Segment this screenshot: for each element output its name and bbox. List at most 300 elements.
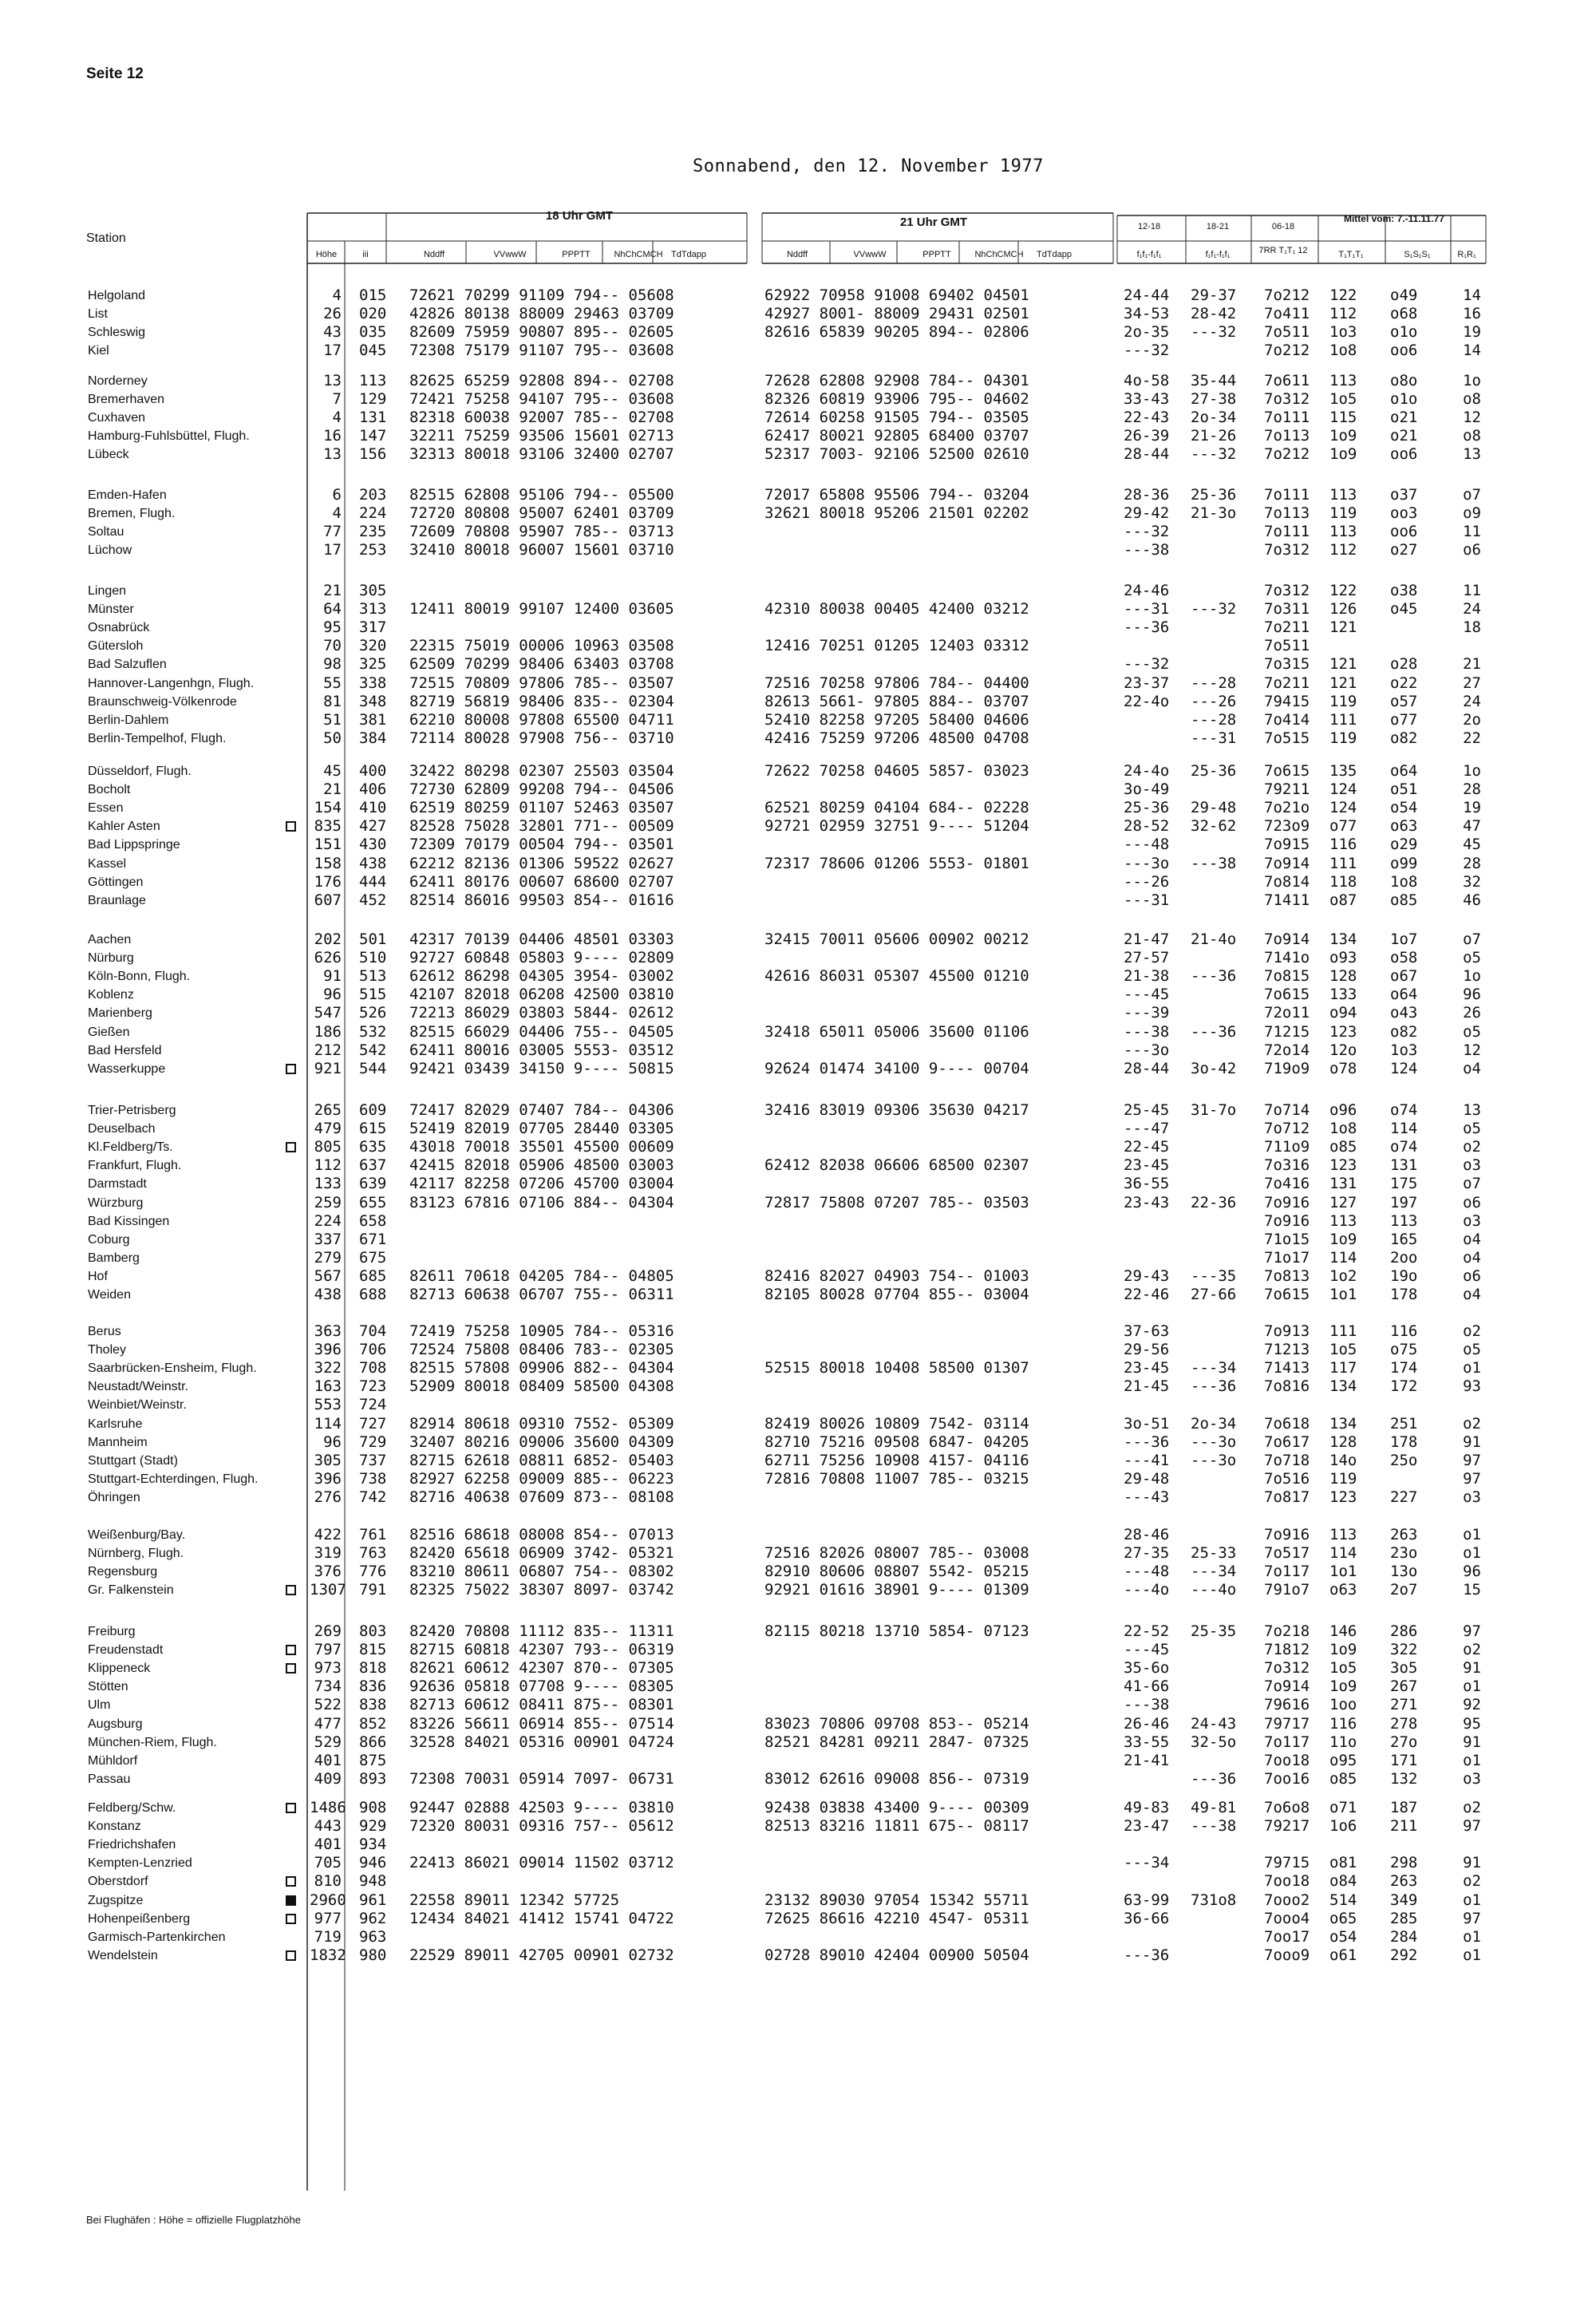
cell-r: o1 — [1463, 1678, 1481, 1695]
cell-f: 114 — [1329, 1249, 1357, 1267]
cell-a: 82713 60638 06707 755-- 06311 — [409, 1286, 674, 1303]
cell-r: o5 — [1463, 1023, 1481, 1041]
cell-g: o82 — [1390, 1023, 1418, 1041]
cell-e: 71411 — [1264, 891, 1310, 909]
cell-d: ---3o — [1191, 1452, 1237, 1469]
cell-iii: 045 — [359, 342, 387, 359]
cell-f: 126 — [1329, 600, 1357, 618]
cell-e: 7o615 — [1264, 762, 1310, 780]
cell-h: 705 — [314, 1854, 342, 1871]
cell-iii: 131 — [359, 409, 387, 426]
cell-d: 731o8 — [1191, 1891, 1237, 1909]
cell-g: o74 — [1390, 1138, 1418, 1156]
cell-f: 123 — [1329, 1488, 1357, 1506]
station-name: Trier-Petrisberg — [88, 1104, 176, 1117]
open-square-icon — [286, 1663, 296, 1674]
cell-iii: 129 — [359, 390, 387, 408]
cell-f: o95 — [1329, 1752, 1357, 1769]
station-name: Freudenstadt — [88, 1643, 164, 1657]
cell-r: o1 — [1463, 1946, 1481, 1964]
cell-g: o51 — [1390, 780, 1418, 798]
cell-iii: 815 — [359, 1641, 387, 1658]
cell-e: 7o914 — [1264, 931, 1310, 948]
cell-f: 119 — [1329, 1470, 1357, 1488]
cell-b: 92438 03838 43400 9---- 00309 — [764, 1799, 1029, 1816]
cell-a: 72320 80031 09316 757-- 05612 — [409, 1817, 674, 1835]
cell-h: 4 — [332, 409, 342, 426]
station-name: Helgoland — [88, 289, 146, 302]
cell-a: 82716 40638 07609 873-- 08108 — [409, 1488, 674, 1506]
cell-c: ---36 — [1124, 1946, 1170, 1964]
cell-iii: 948 — [359, 1872, 387, 1890]
cell-c: 23-45 — [1124, 1359, 1170, 1377]
cell-g: oo6 — [1390, 445, 1418, 463]
cell-c: 3o-51 — [1124, 1415, 1170, 1433]
cell-c: ---3o — [1124, 855, 1170, 872]
cell-a: 42826 80138 88009 29463 03709 — [409, 305, 674, 322]
cell-b: 52410 82258 97205 58400 04606 — [764, 711, 1029, 729]
station-name: Freiburg — [88, 1625, 136, 1638]
cell-f: 127 — [1329, 1194, 1357, 1211]
cell-iii: 320 — [359, 637, 387, 654]
cell-f: 111 — [1329, 711, 1357, 729]
cell-a: 62509 70299 98406 63403 03708 — [409, 655, 674, 673]
station-name: Köln-Bonn, Flugh. — [88, 970, 191, 983]
cell-g: 251 — [1390, 1415, 1418, 1433]
station-name: Berus — [88, 1325, 121, 1338]
cell-r: o2 — [1463, 1138, 1481, 1156]
cell-r: 1o — [1463, 762, 1481, 780]
cell-d: ---36 — [1191, 967, 1237, 985]
cell-a: 82927 62258 09009 885-- 06223 — [409, 1470, 674, 1488]
open-square-icon — [286, 821, 296, 832]
cell-e: 7o914 — [1264, 1678, 1310, 1695]
cell-a: 62612 86298 04305 3954- 03002 — [409, 967, 674, 985]
cell-a: 32422 80298 02307 25503 03504 — [409, 762, 674, 780]
cell-r: o3 — [1463, 1488, 1481, 1506]
cell-b: 82326 60819 93906 795-- 04602 — [764, 390, 1029, 408]
station-name: Mühldorf — [88, 1754, 138, 1768]
cell-a: 62411 80016 03005 5553- 03512 — [409, 1041, 674, 1059]
cell-e: 7o315 — [1264, 655, 1310, 673]
cell-f: 117 — [1329, 1359, 1357, 1377]
cell-r: 18 — [1463, 618, 1481, 636]
cell-f: o61 — [1329, 1946, 1357, 1964]
cell-h: 81 — [323, 693, 342, 710]
header-period-18-21: 18-21 — [1206, 222, 1230, 231]
cell-b: 82616 65839 90205 894-- 02806 — [764, 323, 1029, 341]
cell-g: o8o — [1390, 372, 1418, 389]
cell-r: o4 — [1463, 1060, 1481, 1077]
station-name: Hamburg-Fuhlsbüttel, Flugh. — [88, 429, 250, 443]
cell-g: 174 — [1390, 1359, 1418, 1377]
cell-r: 95 — [1463, 1715, 1481, 1733]
cell-f: 118 — [1329, 873, 1357, 891]
cell-a: 22558 89011 12342 57725 — [409, 1891, 620, 1909]
cell-f: 146 — [1329, 1622, 1357, 1640]
cell-g: 187 — [1390, 1799, 1418, 1816]
cell-h: 422 — [314, 1526, 342, 1543]
cell-a: 82611 70618 04205 784-- 04805 — [409, 1267, 674, 1285]
cell-e: 7o916 — [1264, 1526, 1310, 1543]
cell-b: 72625 86616 42210 4547- 05311 — [764, 1910, 1029, 1927]
cell-g: 197 — [1390, 1194, 1418, 1211]
cell-iii: 544 — [359, 1060, 387, 1077]
cell-iii: 501 — [359, 931, 387, 948]
header-21-vvwww: VVwwW — [853, 250, 887, 259]
station-name: Soltau — [88, 525, 124, 539]
station-name: Regensburg — [88, 1565, 158, 1579]
cell-iii: 791 — [359, 1581, 387, 1599]
cell-iii: 305 — [359, 582, 387, 599]
cell-f: 112 — [1329, 305, 1357, 322]
cell-g: 171 — [1390, 1752, 1418, 1769]
cell-c: 21-47 — [1124, 931, 1170, 948]
cell-c: 29-42 — [1124, 504, 1170, 522]
cell-e: 7o21o — [1264, 799, 1310, 816]
cell-r: 45 — [1463, 836, 1481, 853]
cell-iii: 818 — [359, 1659, 387, 1677]
cell-g: 124 — [1390, 1060, 1418, 1077]
cell-h: 91 — [323, 967, 342, 985]
cell-a: 82420 65618 06909 3742- 05321 — [409, 1544, 674, 1562]
cell-r: 11 — [1463, 523, 1481, 540]
cell-r: 91 — [1463, 1433, 1481, 1451]
cell-g: 227 — [1390, 1488, 1418, 1506]
cell-f: 1o2 — [1329, 1267, 1357, 1285]
cell-r: 24 — [1463, 693, 1481, 710]
station-name: Lingen — [88, 584, 127, 598]
cell-r: 97 — [1463, 1452, 1481, 1469]
cell-a: 82528 75028 32801 771-- 00509 — [409, 817, 674, 835]
header-sub-12-18: f₁f₁-f₁f₁ — [1136, 250, 1162, 259]
cell-a: 32410 80018 96007 15601 03710 — [409, 541, 674, 559]
cell-iii: 381 — [359, 711, 387, 729]
cell-a: 83123 67816 07106 884-- 04304 — [409, 1194, 674, 1211]
cell-h: 319 — [314, 1544, 342, 1562]
cell-d: ---26 — [1191, 693, 1237, 710]
cell-r: 19 — [1463, 323, 1481, 341]
cell-r: 28 — [1463, 780, 1481, 798]
cell-g: o22 — [1390, 674, 1418, 692]
cell-e: 7o916 — [1264, 1194, 1310, 1211]
cell-a: 72524 75808 08406 783-- 02305 — [409, 1341, 674, 1358]
cell-e: 71413 — [1264, 1359, 1310, 1377]
cell-c: 49-83 — [1124, 1799, 1170, 1816]
cell-d: 29-37 — [1191, 287, 1237, 304]
cell-e: 7o712 — [1264, 1120, 1310, 1137]
cell-g: 175 — [1390, 1175, 1418, 1192]
cell-a: 92421 03439 34150 9---- 50815 — [409, 1060, 674, 1077]
cell-g: o29 — [1390, 836, 1418, 853]
cell-a: 72621 70299 91109 794-- 05608 — [409, 287, 674, 304]
cell-g: 113 — [1390, 1212, 1418, 1230]
cell-h: 396 — [314, 1341, 342, 1358]
station-name: Wasserkuppe — [88, 1062, 166, 1076]
cell-c: 4o-58 — [1124, 372, 1170, 389]
cell-e: 7o615 — [1264, 986, 1310, 1003]
cell-f: 119 — [1329, 693, 1357, 710]
cell-b: 32418 65011 05006 35600 01106 — [764, 1023, 1029, 1041]
cell-d: 3o-42 — [1191, 1060, 1237, 1077]
cell-h: 154 — [314, 799, 342, 816]
cell-h: 96 — [323, 1433, 342, 1451]
header-period-06-18: 06-18 — [1271, 222, 1295, 231]
station-name: Garmisch-Partenkirchen — [88, 1930, 226, 1944]
header-sub-18-21: f₁f₁-f₁f₁ — [1205, 250, 1231, 259]
cell-g: 285 — [1390, 1910, 1418, 1927]
cell-e: 723o9 — [1264, 817, 1310, 835]
cell-iii: 639 — [359, 1175, 387, 1192]
station-name: Bad Kissingen — [88, 1215, 170, 1228]
header-sub-s: S₁S₁S₁ — [1404, 250, 1431, 259]
cell-r: o1 — [1463, 1544, 1481, 1562]
cell-r: o1 — [1463, 1359, 1481, 1377]
cell-h: 553 — [314, 1396, 342, 1413]
header-iii: iii — [362, 250, 369, 259]
cell-e: 7o817 — [1264, 1488, 1310, 1506]
cell-h: 17 — [323, 541, 342, 559]
cell-a: 82516 68618 08008 854-- 07013 — [409, 1526, 674, 1543]
cell-a: 62212 82136 01306 59522 02627 — [409, 855, 674, 872]
station-name: Mannheim — [88, 1436, 148, 1449]
cell-c: 29-43 — [1124, 1267, 1170, 1285]
cell-iii: 609 — [359, 1101, 387, 1119]
header-21-nddff: Nddff — [786, 250, 808, 259]
cell-iii: 510 — [359, 949, 387, 966]
cell-e: 7ooo2 — [1264, 1891, 1310, 1909]
cell-e: 7o117 — [1264, 1733, 1310, 1751]
cell-a: 52909 80018 08409 58500 04308 — [409, 1377, 674, 1395]
cell-d: ---38 — [1191, 1817, 1237, 1835]
cell-b: 52317 7003- 92106 52500 02610 — [764, 445, 1029, 463]
cell-b: 82710 75216 09508 6847- 04205 — [764, 1433, 1029, 1451]
cell-c: 29-48 — [1124, 1470, 1170, 1488]
cell-r: 47 — [1463, 817, 1481, 835]
cell-f: o93 — [1329, 949, 1357, 966]
cell-g: o67 — [1390, 967, 1418, 985]
cell-c: ---3o — [1124, 1041, 1170, 1059]
cell-f: 116 — [1329, 1715, 1357, 1733]
cell-e: 7o211 — [1264, 674, 1310, 692]
station-name: Cuxhaven — [88, 411, 146, 425]
cell-h: 305 — [314, 1452, 342, 1469]
open-square-icon — [286, 1803, 296, 1813]
cell-e: 7o813 — [1264, 1267, 1310, 1285]
cell-h: 4 — [332, 504, 342, 522]
cell-b: 82910 80606 08807 5542- 05215 — [764, 1563, 1029, 1580]
cell-h: 176 — [314, 873, 342, 891]
cell-iii: 532 — [359, 1023, 387, 1041]
cell-d: ---31 — [1191, 729, 1237, 747]
cell-e: 7o816 — [1264, 1377, 1310, 1395]
header-18-nhchcmch: NhChCMCH — [614, 250, 663, 259]
cell-r: o9 — [1463, 504, 1481, 522]
cell-f: 1o9 — [1329, 427, 1357, 445]
cell-e: 7o218 — [1264, 1622, 1310, 1640]
cell-iii: 688 — [359, 1286, 387, 1303]
cell-h: 443 — [314, 1817, 342, 1835]
cell-r: 2o — [1463, 711, 1481, 729]
cell-g: 172 — [1390, 1377, 1418, 1395]
cell-g: 298 — [1390, 1854, 1418, 1871]
cell-h: 835 — [314, 817, 342, 835]
cell-e: 79715 — [1264, 1854, 1310, 1871]
station-name: Hohenpeißenberg — [88, 1912, 191, 1926]
cell-g: 23o — [1390, 1544, 1418, 1562]
cell-a: 43018 70018 35501 45500 00609 — [409, 1138, 674, 1156]
station-name: Marienberg — [88, 1006, 152, 1020]
cell-h: 626 — [314, 949, 342, 966]
cell-iii: 675 — [359, 1249, 387, 1267]
cell-b: 62521 80259 04104 684-- 02228 — [764, 799, 1029, 816]
cell-h: 259 — [314, 1194, 342, 1211]
cell-iii: 235 — [359, 523, 387, 540]
cell-e: 7o113 — [1264, 427, 1310, 445]
station-name: Konstanz — [88, 1820, 141, 1833]
cell-e: 7o618 — [1264, 1415, 1310, 1433]
cell-a: 83210 80611 06807 754-- 08302 — [409, 1563, 674, 1580]
cell-g: o1o — [1390, 323, 1418, 341]
cell-a: 22529 89011 42705 00901 02732 — [409, 1946, 674, 1964]
cell-c: 21-45 — [1124, 1377, 1170, 1395]
cell-h: 977 — [314, 1910, 342, 1927]
station-name: Weißenburg/Bay. — [88, 1528, 186, 1542]
cell-f: 1o9 — [1329, 445, 1357, 463]
cell-d: ---32 — [1191, 445, 1237, 463]
cell-r: 15 — [1463, 1581, 1481, 1599]
cell-c: ---48 — [1124, 836, 1170, 853]
cell-d: 25-35 — [1191, 1622, 1237, 1640]
cell-e: 7o312 — [1264, 1659, 1310, 1677]
cell-r: o4 — [1463, 1286, 1481, 1303]
cell-a: 82515 57808 09906 882-- 04304 — [409, 1359, 674, 1377]
cell-r: 96 — [1463, 1563, 1481, 1580]
footnote: Bei Flughäfen : Höhe = offizielle Flugplatzhöhe — [86, 2214, 301, 2226]
cell-f: 14o — [1329, 1452, 1357, 1469]
cell-r: 46 — [1463, 891, 1481, 909]
cell-f: 131 — [1329, 1175, 1357, 1192]
station-name: Bamberg — [88, 1251, 140, 1265]
cell-a: 82609 75959 90807 895-- 02605 — [409, 323, 674, 341]
cell-g: oo6 — [1390, 523, 1418, 540]
cell-g: 263 — [1390, 1526, 1418, 1543]
cell-g: o57 — [1390, 693, 1418, 710]
cell-g: o28 — [1390, 655, 1418, 673]
open-square-icon — [286, 1950, 296, 1961]
open-square-icon — [286, 1914, 296, 1924]
cell-g: 27o — [1390, 1733, 1418, 1751]
station-name: Weiden — [88, 1288, 131, 1302]
cell-a: 42415 82018 05906 48500 03003 — [409, 1156, 674, 1174]
cell-e: 719o9 — [1264, 1060, 1310, 1077]
header-sub-r: R₁R₁ — [1457, 250, 1476, 259]
cell-f: 119 — [1329, 729, 1357, 747]
cell-r: 14 — [1463, 287, 1481, 304]
cell-a: 22315 75019 00006 10963 03508 — [409, 637, 674, 654]
cell-h: 1832 — [310, 1946, 346, 1964]
cell-iii: 704 — [359, 1322, 387, 1340]
cell-h: 151 — [314, 836, 342, 853]
cell-r: 27 — [1463, 674, 1481, 692]
cell-h: 567 — [314, 1267, 342, 1285]
cell-a: 62519 80259 01107 52463 03507 — [409, 799, 674, 816]
cell-r: o6 — [1463, 541, 1481, 559]
cell-r: 32 — [1463, 873, 1481, 891]
cell-r: o8 — [1463, 390, 1481, 408]
cell-d: ---36 — [1191, 1377, 1237, 1395]
cell-c: 21-41 — [1124, 1752, 1170, 1769]
cell-r: 97 — [1463, 1817, 1481, 1835]
cell-b: 12416 70251 01205 12403 03312 — [764, 637, 1029, 654]
station-name: Kempten-Lenzried — [88, 1856, 192, 1870]
cell-a: 32211 75259 93506 15601 02713 — [409, 427, 674, 445]
station-name: Weinbiet/Weinstr. — [88, 1398, 187, 1412]
station-name: Bad Salzuflen — [88, 658, 167, 671]
cell-c: ---48 — [1124, 1563, 1170, 1580]
cell-r: o2 — [1463, 1641, 1481, 1658]
cell-d: 25-36 — [1191, 486, 1237, 504]
cell-c: 23-47 — [1124, 1817, 1170, 1835]
cell-g: o38 — [1390, 582, 1418, 599]
cell-iii: 015 — [359, 287, 387, 304]
cell-a: 52419 82019 07705 28440 03305 — [409, 1120, 674, 1137]
cell-g: 132 — [1390, 1770, 1418, 1788]
cell-iii: 685 — [359, 1267, 387, 1285]
cell-d: ---38 — [1191, 855, 1237, 872]
station-name: Nürnberg, Flugh. — [88, 1547, 184, 1560]
cell-e: 7o212 — [1264, 287, 1310, 304]
cell-iii: 724 — [359, 1396, 387, 1413]
cell-d: ---32 — [1191, 600, 1237, 618]
station-name: Düsseldorf, Flugh. — [88, 765, 192, 778]
cell-g: o27 — [1390, 541, 1418, 559]
cell-b: 82416 82027 04903 754-- 01003 — [764, 1267, 1029, 1285]
station-name: Bremen, Flugh. — [88, 507, 176, 520]
cell-r: o4 — [1463, 1231, 1481, 1248]
header-21-uhr: 21 Uhr GMT — [899, 215, 968, 229]
cell-f: 1oo — [1329, 1696, 1357, 1713]
cell-h: 186 — [314, 1023, 342, 1041]
cell-g: 3o5 — [1390, 1659, 1418, 1677]
cell-g: 165 — [1390, 1231, 1418, 1248]
cell-e: 7o416 — [1264, 1175, 1310, 1192]
cell-b: 62922 70958 91008 69402 04501 — [764, 287, 1029, 304]
cell-iii: 224 — [359, 504, 387, 522]
cell-e: 79415 — [1264, 693, 1310, 710]
cell-e: 71215 — [1264, 1023, 1310, 1041]
cell-g: 2oo — [1390, 1249, 1418, 1267]
cell-h: 21 — [323, 582, 342, 599]
cell-h: 4 — [332, 287, 342, 304]
cell-r: o1 — [1463, 1891, 1481, 1909]
cell-h: 2960 — [310, 1891, 346, 1909]
cell-a: 82515 62808 95106 794-- 05500 — [409, 486, 674, 504]
cell-f: o65 — [1329, 1910, 1357, 1927]
cell-e: 71o17 — [1264, 1249, 1310, 1267]
cell-c: 22-45 — [1124, 1138, 1170, 1156]
cell-r: 21 — [1463, 655, 1481, 673]
cell-e: 7o915 — [1264, 836, 1310, 853]
cell-h: 114 — [314, 1415, 342, 1433]
cell-h: 265 — [314, 1101, 342, 1119]
cell-g: o45 — [1390, 600, 1418, 618]
cell-r: 1o — [1463, 372, 1481, 389]
cell-h: 55 — [323, 674, 342, 692]
cell-f: 134 — [1329, 1377, 1357, 1395]
cell-a: 82719 56819 98406 835-- 02304 — [409, 693, 674, 710]
cell-d: 21-4o — [1191, 931, 1237, 948]
